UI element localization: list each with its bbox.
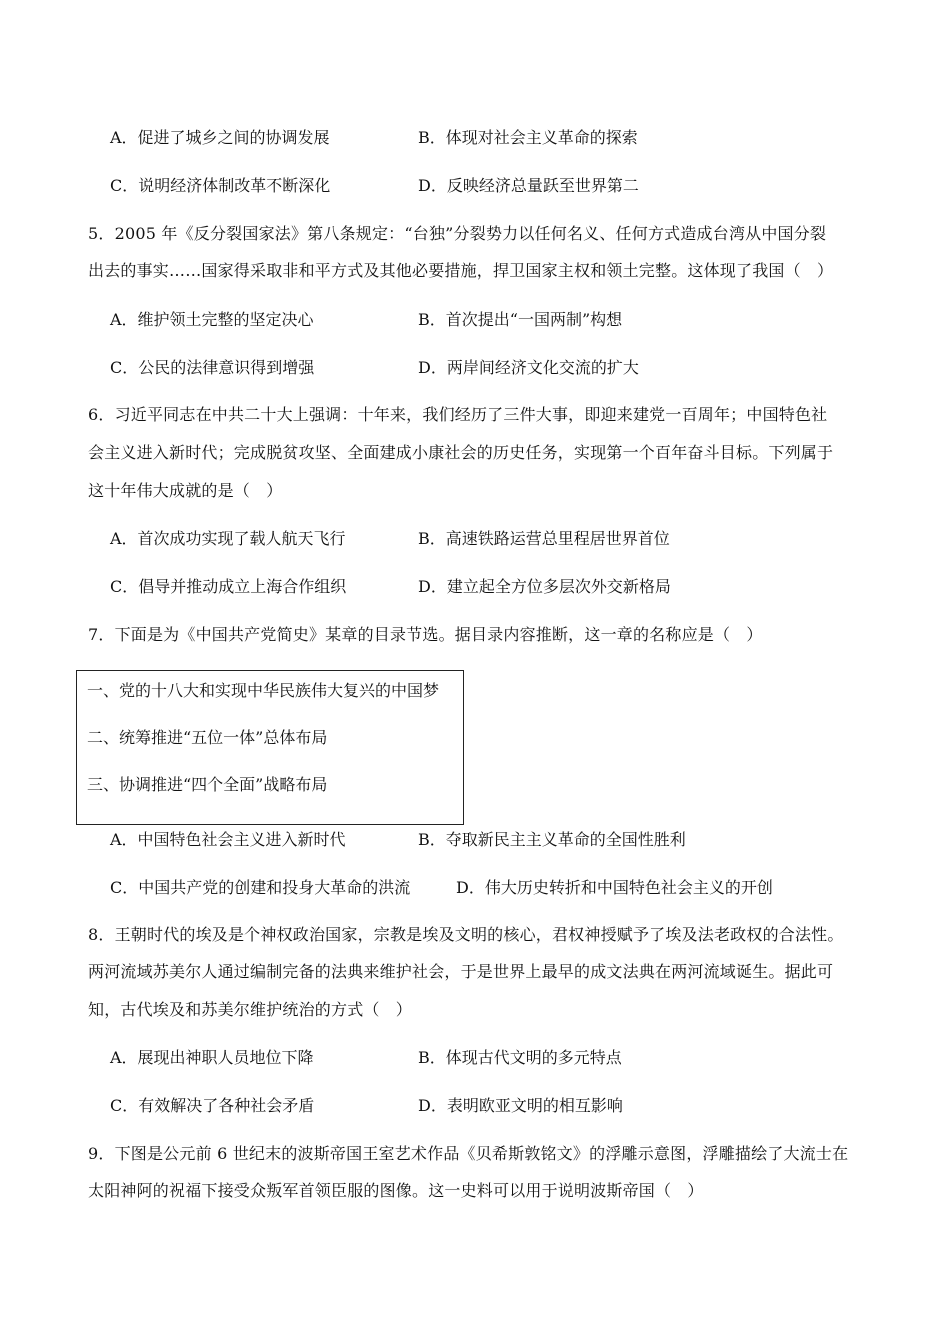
q4-option-c: C．说明经济体制改革不断深化 — [110, 176, 331, 195]
q7-option-d: D．伟大历史转折和中国特色社会主义的开创 — [456, 878, 773, 897]
q5-stem-line-1: 5．2005 年《反分裂国家法》第八条规定：“台独”分裂势力以任何名义、任何方式造成台湾从中国分裂 — [88, 224, 827, 243]
q7-table-of-contents-box — [76, 670, 464, 825]
q6-stem-line-2: 会主义进入新时代；完成脱贫攻坚、全面建成小康社会的历史任务，实现第一个百年奋斗目标。下列属于 — [88, 443, 834, 462]
q7-toc-item-2: 二、统筹推进“五位一体”总体布局 — [87, 728, 328, 747]
q8-option-c: C．有效解决了各种社会矛盾 — [110, 1096, 315, 1115]
q4-option-b: B．体现对社会主义革命的探索 — [418, 128, 638, 147]
q9-stem-line-1: 9．下图是公元前 6 世纪末的波斯帝国王室艺术作品《贝希斯敦铭文》的浮雕示意图，浮雕描绘了大流士在 — [88, 1144, 849, 1163]
q4-option-a: A．促进了城乡之间的协调发展 — [110, 128, 330, 147]
q5-option-c: C．公民的法律意识得到增强 — [110, 358, 315, 377]
q6-option-d: D．建立起全方位多层次外交新格局 — [418, 577, 671, 596]
q8-option-a: A．展现出神职人员地位下降 — [110, 1048, 314, 1067]
q6-option-a: A．首次成功实现了载人航天飞行 — [110, 529, 346, 548]
q7-toc-item-3: 三、协调推进“四个全面”战略布局 — [87, 775, 328, 794]
q6-option-b: B．高速铁路运营总里程居世界首位 — [418, 529, 670, 548]
q7-option-b: B．夺取新民主主义革命的全国性胜利 — [418, 830, 686, 849]
q8-stem-line-3: 知，古代埃及和苏美尔维护统治的方式（ ） — [88, 1000, 413, 1019]
q6-option-c: C．倡导并推动成立上海合作组织 — [110, 577, 347, 596]
q6-stem-line-3: 这十年伟大成就的是（ ） — [88, 481, 283, 500]
q7-toc-item-1: 一、党的十八大和实现中华民族伟大复兴的中国梦 — [87, 681, 440, 700]
q4-option-d: D．反映经济总量跃至世界第二 — [418, 176, 639, 195]
q5-option-d: D．两岸间经济文化交流的扩大 — [418, 358, 639, 377]
q6-stem-line-1: 6．习近平同志在中共二十大上强调：十年来，我们经历了三件大事，即迎来建党一百周年；中国特色社 — [88, 405, 828, 424]
q8-option-b: B．体现古代文明的多元特点 — [418, 1048, 622, 1067]
q7-option-a: A．中国特色社会主义进入新时代 — [110, 830, 346, 849]
q5-option-a: A．维护领土完整的坚定决心 — [110, 310, 314, 329]
q7-option-c: C．中国共产党的创建和投身大革命的洪流 — [110, 878, 411, 897]
q8-stem-line-1: 8．王朝时代的埃及是个神权政治国家，宗教是埃及文明的核心，君权神授赋予了埃及法老政权的合法性。 — [88, 925, 844, 944]
q8-option-d: D．表明欧亚文明的相互影响 — [418, 1096, 623, 1115]
q8-stem-line-2: 两河流域苏美尔人通过编制完备的法典来维护社会，于是世界上最早的成文法典在两河流域诞生。据此可 — [88, 962, 834, 981]
q5-option-b: B．首次提出“一国两制”构想 — [418, 310, 623, 329]
q9-stem-line-2: 太阳神阿的祝福下接受众叛军首领臣服的图像。这一史料可以用于说明波斯帝国（ ） — [88, 1181, 704, 1200]
q7-stem-line-1: 7．下面是为《中国共产党简史》某章的目录节选。据目录内容推断，这一章的名称应是（ ） — [88, 625, 763, 644]
q5-stem-line-2: 出去的事实……国家得采取非和平方式及其他必要措施，捍卫国家主权和领土完整。这体现了我国（ ） — [88, 261, 834, 280]
